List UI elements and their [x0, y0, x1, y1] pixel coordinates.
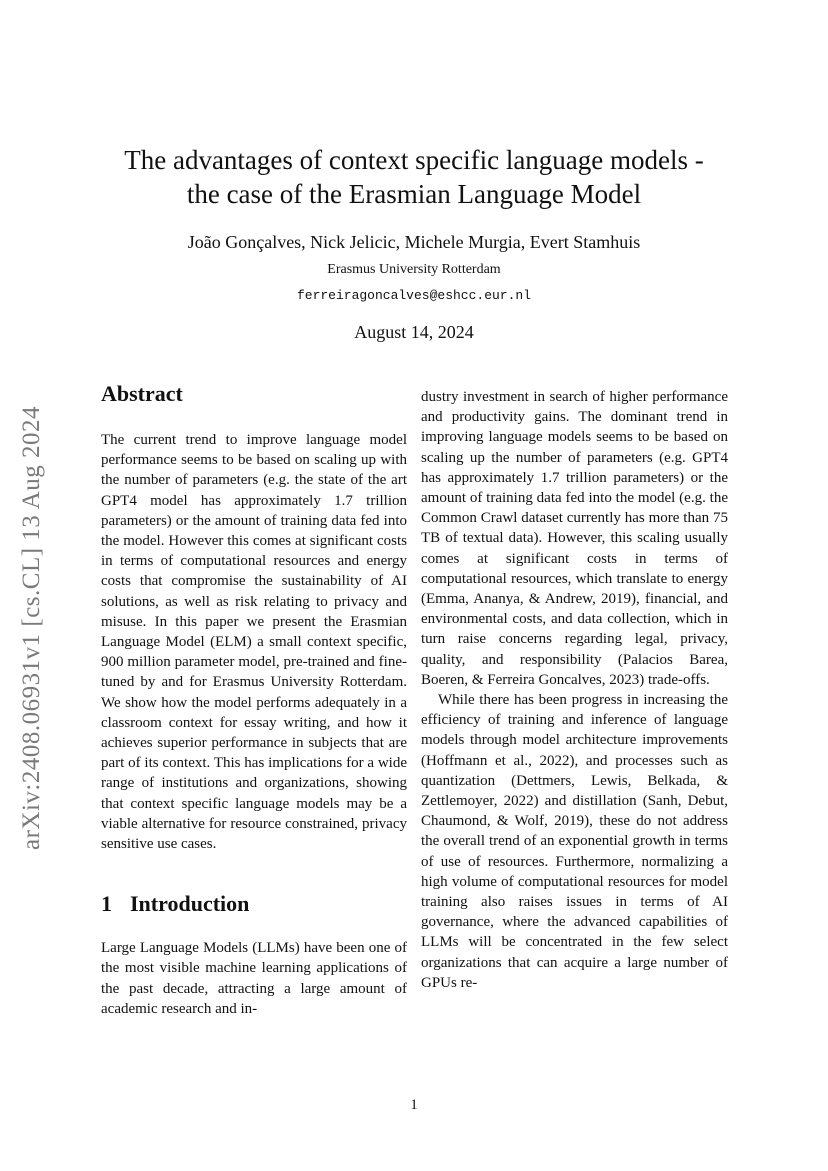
- title-line-1: The advantages of context specific language models -: [124, 145, 704, 175]
- contact-email: ferreiragoncalves@eshcc.eur.nl: [296, 288, 532, 303]
- paper-title: [0, 143, 828, 211]
- introduction-paragraph-2: While there has been progress in increasing the efficiency of training and inference of language models through model architecture improvements (Hoffmann et al., 2022), and processes such as quantization (Dettmers, Lewis, Belkada, & Zettlemoyer, 2022) and distillation (Sanh, Debut, Chaumond, & Wolf, 2019), these do not address the overall trend of an exponential growth in terms of use of resources. Furthermore, normalizing a high volume of computational resources for model training also raises issues in terms of AI governance, where the advanced capabilities of LLMs will be concentrated in the few select organizations that can acquire a large number of GPUs re-: [421, 692, 728, 991]
- section-title: Introduction: [130, 891, 250, 917]
- arxiv-sidebar: [18, 406, 58, 890]
- arxiv-identifier: arXiv:2408.06931v1 [cs.CL] 13 Aug 2024: [18, 406, 45, 850]
- introduction-heading: [101, 890, 407, 918]
- abstract-text: The current trend to improve language model performance seems to be based on scaling up with the number of parameters (e.g. the state of the art GPT4 model has approximately 1.7 trillion parameters) or the amount of training data fed into the model. However this comes at significant costs in terms of computational resources and energy costs that compromise the sustainability of AI solutions, as well as risk relating to privacy and misuse. In this paper we present the Erasmian Language Model (ELM) a small context specific, 900 million parameter model, pre-trained and fine-tuned by and for Erasmus University Rotterdam. We show how the model performs adequately in a classroom context for essay writing, and how it achieves superior performance in subjects that are part of its context. This has implications for a wide range of institutions and organizations, showing that context specific language models may be a viable alternative for resource constrained, privacy sensitive use cases.: [101, 432, 407, 853]
- affiliation: Erasmus University Rotterdam: [327, 262, 501, 277]
- author-list: João Gonçalves, Nick Jelicic, Michele Murgia, Evert Stamhuis: [187, 232, 641, 252]
- abstract-heading: Abstract: [101, 381, 183, 406]
- right-column: [421, 387, 728, 993]
- page-number: 1: [410, 1097, 418, 1113]
- left-column: [101, 380, 407, 1019]
- publication-date: August 14, 2024: [354, 322, 474, 342]
- introduction-paragraph-1-cont: dustry investment in search of higher performance and productivity gains. The dominant trend in improving language models seems to be based on scaling up the number of parameters (e.g. GPT4 has approximately 1.7 trillion parameters) or the amount of training data fed into the model (e.g. the Common Crawl dataset currently has more than 75 TB of textual data). However, this scaling usually comes at significant costs in terms of computational resources, which translate to energy (Emma, Ananya, & Andrew, 2019), financial, and environmental costs, and data collection, which in turn raise concerns regarding legal, privacy, quality, and responsibility (Palacios Barea, Boeren, & Ferreira Goncalves, 2023) trade-offs.: [421, 389, 728, 688]
- introduction-paragraph-1-start: Large Language Models (LLMs) have been one of the most visible machine learning applications of the past decade, attracting a large amount of academic research and in-: [101, 940, 407, 1017]
- section-number: 1: [101, 891, 112, 917]
- title-line-2: the case of the Erasmian Language Model: [186, 179, 642, 209]
